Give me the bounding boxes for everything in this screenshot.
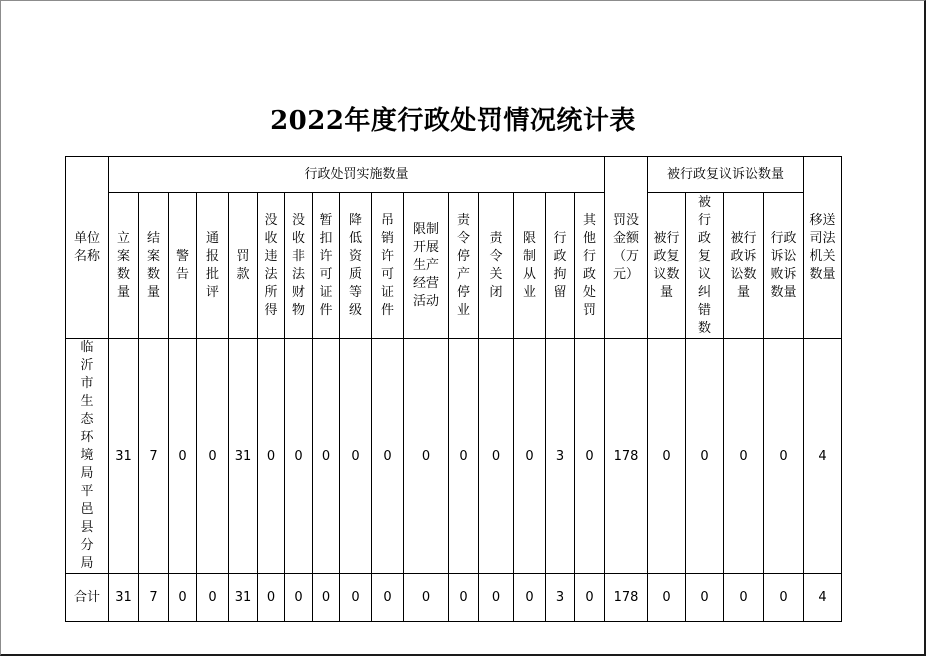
data-cell: 0 [575, 339, 605, 574]
data-cell: 0 [764, 574, 804, 622]
data-cell: 0 [285, 574, 313, 622]
data-cell: 0 [449, 339, 479, 574]
col-header: 被行政复议数量 [648, 193, 686, 339]
data-cell: 0 [449, 574, 479, 622]
col-header: 没收违法所得 [258, 193, 285, 339]
col-header: 没收非法财物 [285, 193, 313, 339]
page-title: 2022年度行政处罚情况统计表 [270, 106, 636, 136]
col-header: 责令关闭 [479, 193, 514, 339]
data-cell: 31 [229, 339, 258, 574]
data-cell: 0 [258, 574, 285, 622]
transfer-header: 移送司法机关数量 [804, 157, 842, 339]
fine-header: 罚没金额（万元） [605, 157, 648, 339]
data-cell: 0 [404, 574, 449, 622]
data-cell: 0 [404, 339, 449, 574]
data-cell: 7 [139, 339, 169, 574]
unit-cell: 合计 [66, 574, 109, 622]
unit-cell: 临沂市生态环境局平邑县分局 [66, 339, 109, 574]
data-cell: 0 [724, 574, 764, 622]
data-cell: 0 [372, 574, 404, 622]
col-header: 行政拘留 [546, 193, 575, 339]
data-cell: 7 [139, 574, 169, 622]
col-header: 被行政复议纠错数 [686, 193, 724, 339]
data-cell: 31 [109, 339, 139, 574]
table-row [66, 339, 842, 574]
col-header: 立案数量 [109, 193, 139, 339]
data-cell: 0 [479, 574, 514, 622]
col-header: 通报批评 [197, 193, 229, 339]
data-cell: 0 [258, 339, 285, 574]
data-cell: 0 [169, 339, 197, 574]
col-header: 吊销许可证件 [372, 193, 404, 339]
table-row-total [66, 574, 842, 622]
data-cell: 0 [724, 339, 764, 574]
col-header: 行政诉讼败诉数量 [764, 193, 804, 339]
data-cell: 0 [313, 339, 340, 574]
data-cell: 0 [686, 339, 724, 574]
data-cell: 0 [648, 574, 686, 622]
fine-cell: 178 [605, 574, 648, 622]
fine-cell: 178 [605, 339, 648, 574]
data-cell: 31 [109, 574, 139, 622]
data-cell: 0 [340, 574, 372, 622]
col-header: 其他行政处罚 [575, 193, 605, 339]
col-header: 暂扣许可证件 [313, 193, 340, 339]
data-cell: 0 [372, 339, 404, 574]
data-cell: 31 [229, 574, 258, 622]
col-header: 罚款 [229, 193, 258, 339]
col-header: 限制从业 [514, 193, 546, 339]
data-cell: 0 [479, 339, 514, 574]
data-cell: 0 [514, 574, 546, 622]
col-header: 警告 [169, 193, 197, 339]
data-cell: 0 [575, 574, 605, 622]
data-cell: 0 [169, 574, 197, 622]
col-header: 降低资质等级 [340, 193, 372, 339]
data-cell: 0 [514, 339, 546, 574]
penalty-statistics-table [65, 156, 842, 622]
col-header: 结案数量 [139, 193, 169, 339]
transfer-cell: 4 [804, 339, 842, 574]
data-cell: 0 [340, 339, 372, 574]
data-cell: 0 [285, 339, 313, 574]
unit-header: 单位名称 [66, 157, 109, 339]
data-cell: 0 [648, 339, 686, 574]
col-header: 责令停产停业 [449, 193, 479, 339]
data-cell: 0 [764, 339, 804, 574]
col-header: 限制开展生产经营活动 [404, 193, 449, 339]
transfer-cell: 4 [804, 574, 842, 622]
data-cell: 0 [197, 574, 229, 622]
col-header: 被行政诉讼数量 [724, 193, 764, 339]
data-cell: 0 [313, 574, 340, 622]
data-cell: 3 [546, 574, 575, 622]
penalty-group-header: 行政处罚实施数量 [109, 157, 605, 193]
data-cell: 3 [546, 339, 575, 574]
review-group-header: 被行政复议诉讼数量 [648, 157, 804, 193]
data-cell: 0 [686, 574, 724, 622]
data-cell: 0 [197, 339, 229, 574]
